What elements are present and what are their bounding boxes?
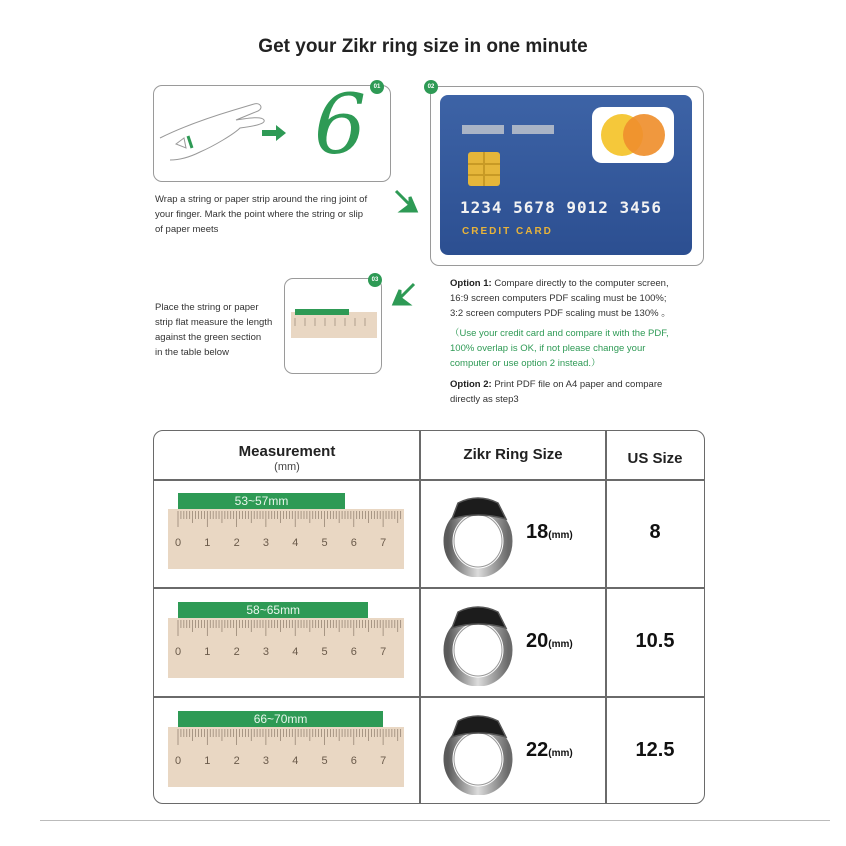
- step1-badge: 01: [370, 80, 384, 94]
- us-size-value: 10.5: [635, 630, 675, 652]
- ruler-number: 7: [380, 537, 387, 549]
- card-number: 1234 5678 9012 3456: [460, 198, 663, 217]
- page-title: Get your Zikr ring size in one minute: [258, 36, 588, 57]
- ruler-number: 2: [233, 537, 240, 549]
- credit-card: [440, 95, 692, 255]
- ruler-number: 1: [204, 646, 211, 658]
- ruler-number: 4: [292, 537, 299, 549]
- ruler-number: 1: [204, 537, 211, 549]
- table-row: [154, 588, 704, 696]
- us-size-value: 8: [649, 521, 661, 543]
- header-measurement: Measurement: [238, 443, 336, 460]
- zikr-ring-icon: [440, 598, 520, 686]
- ruler-number: 5: [321, 755, 328, 767]
- ring-size-unit: (mm): [548, 530, 573, 541]
- step1-text: Wrap a string or paper strip around the ring joint of your finger. Mark the point where the string or slip of paper meets: [155, 194, 368, 235]
- ring-size-number: 20: [526, 630, 549, 652]
- ruler-number: 0: [175, 646, 182, 658]
- header-us-size: US Size: [627, 450, 683, 467]
- ruler-number: 7: [380, 646, 387, 658]
- arrow-down-right-icon: [392, 187, 422, 217]
- measurement-range-bar: 53~57mm: [178, 493, 345, 509]
- table-row: [154, 697, 704, 804]
- ring-size-value: [526, 630, 573, 653]
- us-size-value: 12.5: [635, 739, 675, 761]
- ruler-number: 1: [204, 755, 211, 767]
- ring-size-number: 22: [526, 739, 549, 761]
- ruler-number: 4: [292, 646, 299, 658]
- bottom-rule: [40, 820, 830, 821]
- ruler-number: 6: [350, 646, 357, 658]
- ruler-number: 3: [262, 755, 270, 767]
- card-chip-icon: [468, 152, 500, 186]
- ring-size-unit: (mm): [548, 639, 573, 650]
- measurement-range-bar: 58~65mm: [178, 602, 368, 618]
- ruler-number: 2: [233, 755, 240, 767]
- ruler-number: 0: [175, 537, 182, 549]
- zikr-ring-icon: [440, 707, 520, 795]
- ruler-number: 3: [262, 537, 270, 549]
- header-measurement-unit: (mm): [274, 461, 300, 473]
- measurement-range-bar: 66~70mm: [178, 711, 383, 727]
- step1-illustration: [153, 78, 391, 182]
- option1-text: Option 1: Compare directly to the computer screen, 16:9 screen computers PDF scaling must be 100%; 3:2 screen computers PDF scaling must be 130% 。: [450, 278, 671, 319]
- step3-illustration: [284, 278, 382, 374]
- string-digit: 6: [314, 78, 367, 173]
- mini-ruler-ticks: [291, 312, 377, 338]
- arrow-down-left-icon: [390, 280, 420, 310]
- ruler-number: 6: [350, 537, 357, 549]
- size-table: [153, 430, 705, 804]
- ruler-number: 0: [175, 755, 182, 767]
- ring-size-number: 18: [526, 521, 549, 543]
- step2-badge: 02: [424, 80, 438, 94]
- ruler-number: 4: [292, 755, 299, 767]
- ring-size-value: [526, 739, 573, 762]
- credit-card-note: （Use your credit card and compare it with the PDF, 100% overlap is OK, if not please change your computer or use option 2 instead.）: [450, 328, 669, 369]
- table-row: [154, 479, 704, 587]
- step3-text: Place the string or paper strip flat measure the length against the green section in the table below: [155, 302, 273, 358]
- step3-badge: 03: [368, 273, 382, 287]
- card-stripe-left: [462, 125, 504, 134]
- card-label: CREDIT CARD: [462, 226, 553, 237]
- ring-size-unit: (mm): [548, 748, 573, 759]
- ruler-number: 2: [233, 646, 240, 658]
- header-ring-size: Zikr Ring Size: [463, 446, 563, 463]
- ruler-number: 5: [321, 646, 328, 658]
- option2-text: Option 2: Print PDF file on A4 paper and compare directly as step3: [450, 379, 663, 405]
- ruler-number: 6: [350, 755, 357, 767]
- ruler-number: 3: [262, 646, 270, 658]
- zikr-ring-icon: [440, 489, 520, 577]
- ruler-number: 5: [321, 537, 328, 549]
- ring-size-value: [526, 521, 573, 544]
- mastercard-logo-icon: [592, 107, 674, 163]
- ruler-number: 7: [380, 755, 387, 767]
- card-stripe-right: [512, 125, 554, 134]
